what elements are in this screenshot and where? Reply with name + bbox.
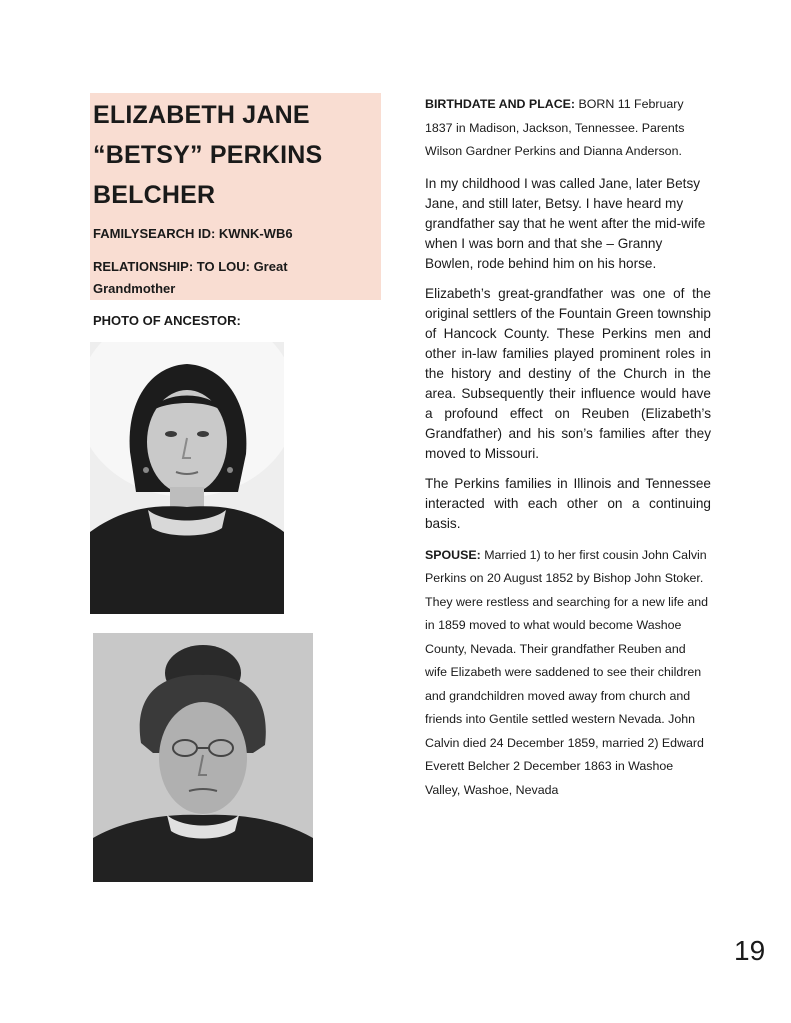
birth-label: BIRTHDATE AND PLACE: bbox=[425, 97, 576, 111]
birth-section bbox=[425, 93, 711, 164]
ancestor-name: ELIZABETH JANE “BETSY” PERKINS BELCHER bbox=[93, 101, 323, 209]
paragraph-great-grandfather: Elizabeth’s great-grandfather was one of the original settlers of the Fountain Green township of Hancock County. These Perkins men and other in-law families played prominent roles in the history and destiny of the Church in the area. Subsequently their influence would have a profound effect on Reuben (Elizabeth’s Grandfather) and his son’s families after they moved to Missouri. bbox=[425, 285, 711, 461]
photo-label: PHOTO OF ANCESTOR: bbox=[93, 313, 241, 328]
paragraph-perkins-families: The Perkins families in Illinois and Tennessee interacted with each other on a continuing basis. bbox=[425, 475, 711, 531]
ancestor-photo-older bbox=[93, 633, 313, 882]
page-number: 19 bbox=[734, 935, 766, 966]
ancestor-photo-young bbox=[90, 342, 284, 614]
familysearch-id: FAMILYSEARCH ID: KWNK-WB6 bbox=[93, 226, 293, 241]
paragraph-childhood: In my childhood I was called Jane, later Betsy Jane, and still later, Betsy. I have heard my grandfather say that he went after the mid-wife when I was born and that she – Granny Bowlen, rode behind him on his horse. bbox=[425, 175, 706, 271]
spouse-label: SPOUSE: bbox=[425, 547, 481, 562]
relationship: RELATIONSHIP: TO LOU: Great Grandmother bbox=[93, 259, 288, 296]
spouse-text: Married 1) to her first cousin John Calvin Perkins on 20 August 1852 by Bishop John Stoker. They were restless and searching for a new life and in 1859 moved to what would become Washoe County, Nevada. Their grandfather Reuben and wife Elizabeth were saddened to see their children and grandchildren moved away from church and friends into Gentile settled western Nevada. John Calvin died 24 December 1859, married 2) Edward Everett Belcher 2 December 1863 in Washoe Valley, Washoe, Nevada bbox=[425, 547, 709, 797]
biography-column bbox=[425, 93, 711, 812]
birth-text: BORN 11 February 1837 in Madison, Jackson, Tennessee. Parents Wilson Gardner Perkins and Dianna Anderson. bbox=[425, 97, 685, 158]
spouse-section bbox=[425, 544, 711, 803]
